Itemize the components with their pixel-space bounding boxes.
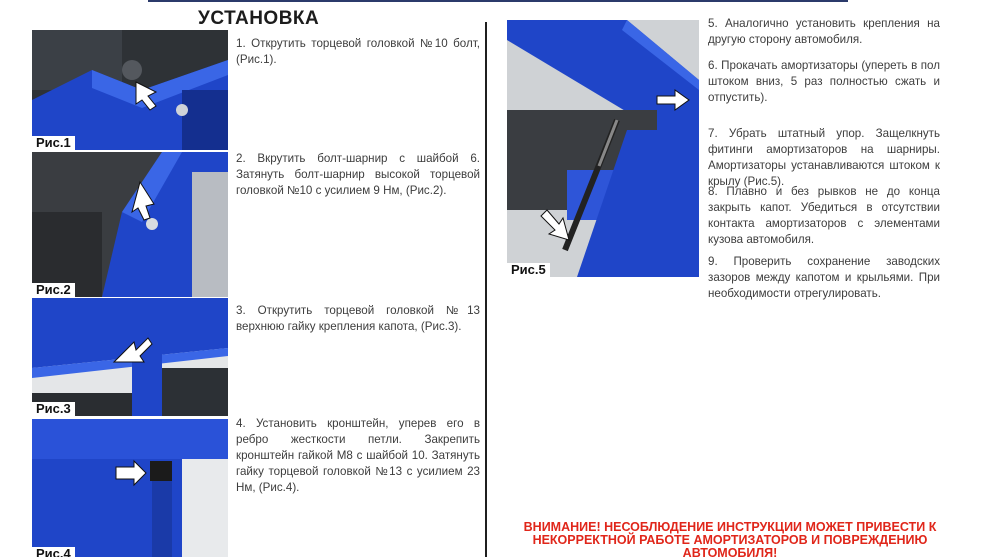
figure-3-photo (32, 298, 228, 416)
step-8-text: 8. Плавно и без рывков не до конца закрыть капот. Убедиться в отсутствии контакта амортизаторов с элементами кузова автомобиля. (708, 185, 940, 246)
column-divider (485, 22, 487, 557)
step-2-text: 2. Вкрутить болт-шарнир с шайбой 6. Затянуть болт-шарнир высокой торцевой головкой №10 с усилием 9 Нм, (Рис.2). (236, 152, 480, 197)
step-7-text: 7. Убрать штатный упор. Защелкнуть фитинги амортизаторов на шарниры. Амортизаторы устанавливаются штоком к крылу (Рис.5). (708, 127, 940, 188)
step-1-text: 1. Открутить торцевой головкой №10 болт, (Рис.1). (236, 37, 480, 66)
warning-notice: ВНИМАНИЕ! НЕСОБЛЮДЕНИЕ ИНСТРУКЦИИ МОЖЕТ ПРИВЕСТИ К НЕКОРРЕКТНОЙ РАБОТЕ АМОРТИЗАТОРОВ И ПОВРЕЖДЕНИЮ АВТОМОБИЛЯ! (523, 520, 937, 560)
page-title: УСТАНОВКА (198, 8, 320, 29)
figure-1-photo (32, 30, 228, 150)
figure-2-photo (32, 152, 228, 297)
step-5-text: 5. Аналогично установить крепления на другую сторону автомобиля. (708, 17, 940, 46)
figure-3-label: Рис.3 (32, 402, 75, 416)
step-3-text: 3. Открутить торцевой головкой №13 верхнюю гайку крепления капота, (Рис.3). (236, 304, 480, 333)
figure-4-photo (32, 419, 228, 557)
figure-5-photo (507, 20, 699, 277)
figure-2-label: Рис.2 (32, 283, 75, 297)
step-9-text: 9. Проверить сохранение заводских зазоров между капотом и крыльями. При необходимости отрегулировать. (708, 255, 940, 300)
top-border-line (148, 0, 848, 2)
figure-4-label: Рис.4 (32, 547, 75, 557)
step-4-text: 4. Установить кронштейн, уперев его в ребро жесткости петли. Закрепить кронштейн гайкой М8 с шайбой 10. Затянуть гайку торцевой головкой №13 с усилием 23 Нм, (Рис.4). (236, 417, 480, 494)
figure-1-label: Рис.1 (32, 136, 75, 150)
figure-5-label: Рис.5 (507, 263, 550, 277)
step-6-text: 6. Прокачать амортизаторы (упереть в пол штоком вниз, 5 раз полностью сжать и отпустить). (708, 59, 940, 104)
